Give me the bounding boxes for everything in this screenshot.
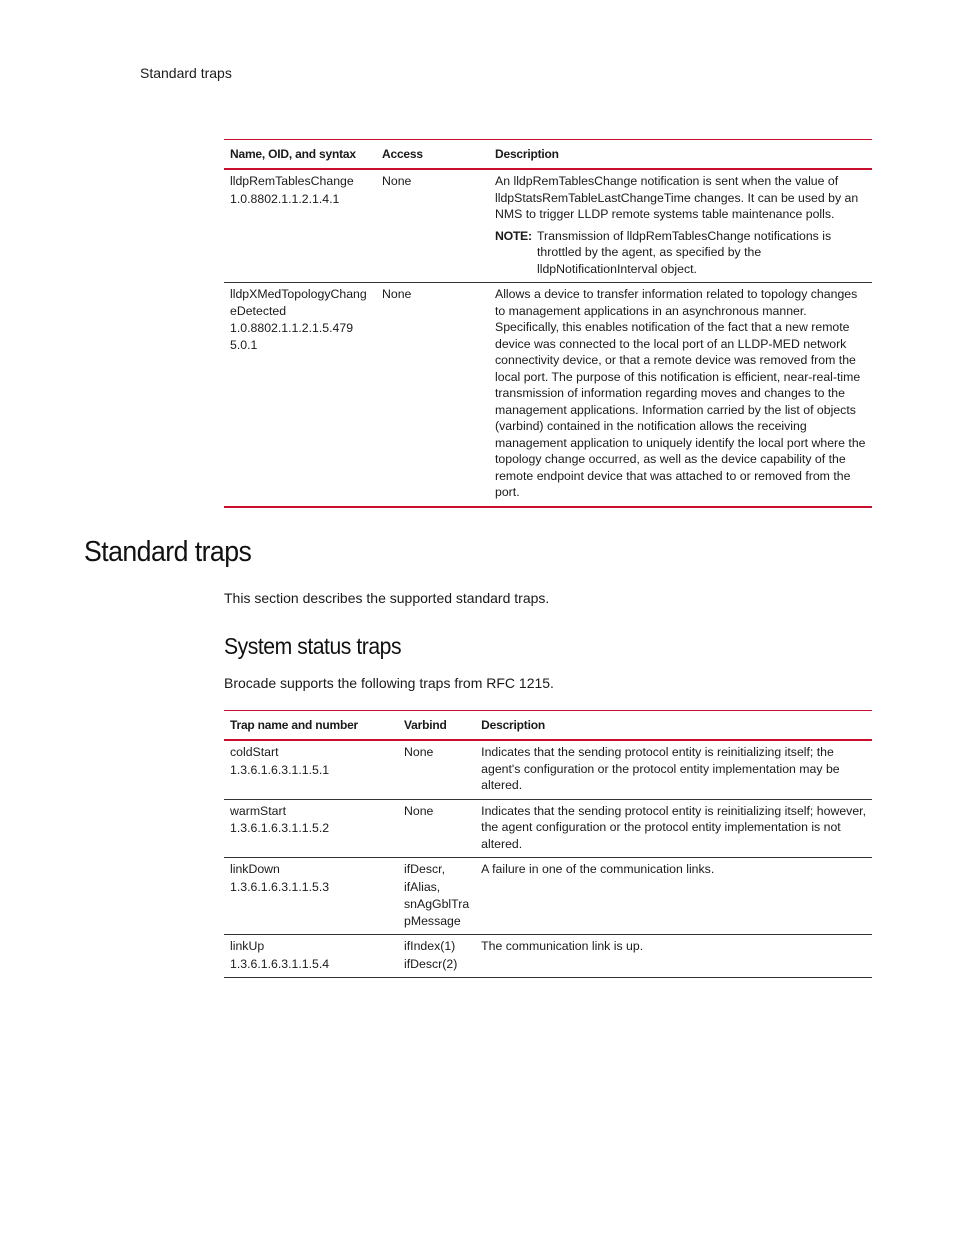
table-row [224, 799, 872, 858]
trap-oid: 1.3.6.1.6.3.1.1.5.4 [230, 956, 330, 971]
varbind-cell [398, 740, 475, 799]
section-title: Standard traps [84, 536, 252, 568]
subsection-intro: Brocade supports the following traps from RFC 1215. [224, 675, 554, 691]
table-row [224, 858, 872, 935]
table-header-row [224, 140, 872, 170]
trap-name-cell [224, 169, 376, 283]
trap-name-cell [224, 740, 398, 799]
subsection-title: System status traps [224, 633, 402, 659]
trap-name: linkUp [230, 939, 265, 953]
trap-name-cell [224, 858, 398, 935]
varbind-cell [398, 858, 475, 935]
trap-name: lldpRemTablesChange [230, 174, 354, 188]
varbind-cell [398, 799, 475, 858]
trap-name: lldpXMedTopologyChang eDetected [230, 287, 367, 318]
description-cell: Allows a device to transfer information related to topology changes to management applications in an asynchronous manner. Specifically, this enables notification of the fact that a new remote device was connected to the local port of an LLDP-MED network connectivity device, or that a remote device was removed from the local port. The purpose of this notification is efficient, near-real-time transmission of information regarding moves and changes to the management applications. Information carried by the list of objects (varbind) contained in the notification allows the receiving management application to uniquely identify the local port where the topology change occurred, as well as the device capability of the remote endpoint device that was attached to or removed from the port. [489, 283, 872, 507]
column-header-description: Description [489, 140, 872, 170]
varbind-cell [398, 935, 475, 978]
table-row [224, 169, 872, 283]
lldp-traps-table [224, 139, 872, 508]
varbind: ifDescr, [404, 862, 445, 876]
column-header-name: Name, OID, and syntax [224, 140, 376, 170]
trap-oid: 1.0.8802.1.1.2.1.4.1 [230, 191, 340, 206]
trap-name-cell [224, 799, 398, 858]
varbind: ifAlias, [404, 879, 441, 894]
table-row [224, 283, 872, 507]
column-header-trap-name: Trap name and number [224, 711, 398, 741]
table-row [224, 935, 872, 978]
running-header: Standard traps [140, 65, 232, 81]
trap-oid: 1.3.6.1.6.3.1.1.5.3 [230, 879, 330, 894]
table-row [224, 740, 872, 799]
varbind: ifIndex(1) [404, 939, 456, 953]
description-cell: A failure in one of the communication links. [475, 858, 872, 935]
access-cell: None [376, 169, 489, 283]
note [495, 228, 866, 278]
description-cell: The communication link is up. [475, 935, 872, 978]
section-intro: This section describes the supported standard traps. [224, 590, 550, 606]
description-cell [489, 169, 872, 283]
note-text: Transmission of lldpRemTablesChange notifications is throttled by the agent, as specified by the lldpNotificationInterval object. [537, 228, 832, 276]
trap-oid: 1.0.8802.1.1.2.1.5.479 5.0.1 [230, 321, 354, 352]
varbind: None [404, 803, 434, 818]
system-status-traps-table [224, 710, 872, 978]
description-cell: Indicates that the sending protocol entity is reinitializing itself; the agent's configuration or the protocol entity implementation may be altered. [475, 740, 872, 799]
description-text: An lldpRemTablesChange notification is sent when the value of lldpStatsRemTableLastChangeTime changes. It can be used by an NMS to trigger LLDP remote systems table maintenance polls. [495, 174, 859, 221]
trap-name: linkDown [230, 862, 280, 876]
column-header-access: Access [376, 140, 489, 170]
column-header-varbind: Varbind [398, 711, 475, 741]
varbind: snAgGblTra pMessage [404, 897, 470, 928]
access-cell: None [376, 283, 489, 507]
description-cell: Indicates that the sending protocol entity is reinitializing itself; however, the agent configuration or the protocol entity implementation is not altered. [475, 799, 872, 858]
varbind: None [404, 745, 434, 759]
trap-name: coldStart [230, 745, 279, 759]
trap-name-cell [224, 283, 376, 507]
trap-oid: 1.3.6.1.6.3.1.1.5.1 [230, 762, 330, 777]
trap-name: warmStart [230, 803, 287, 818]
trap-name-cell [224, 935, 398, 978]
note-label: NOTE: [495, 228, 532, 243]
trap-oid: 1.3.6.1.6.3.1.1.5.2 [230, 821, 330, 835]
column-header-description: Description [475, 711, 872, 741]
table-header-row [224, 711, 872, 741]
varbind: ifDescr(2) [404, 956, 458, 971]
